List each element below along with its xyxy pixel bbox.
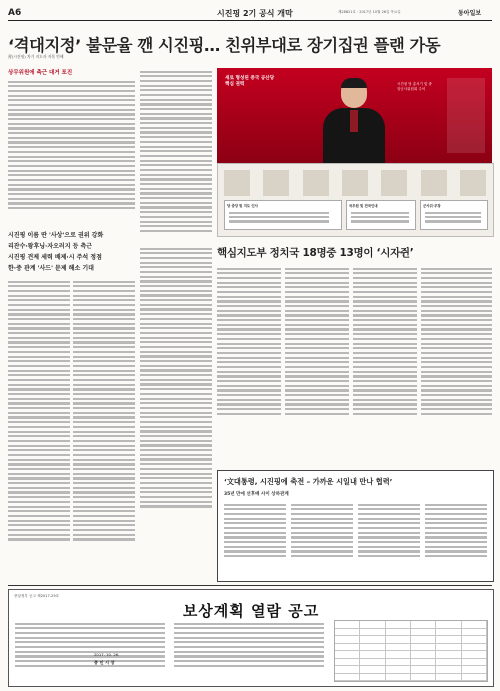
ad-title: 보상계획 열람 공고 bbox=[182, 602, 320, 620]
ad-body-mid bbox=[174, 620, 324, 682]
leader-figure bbox=[319, 78, 389, 163]
sub-headline: 習(시진핑) 차기 지도자 지목 안해 bbox=[8, 54, 64, 59]
page-number: A6 bbox=[8, 8, 22, 18]
center-body-2 bbox=[140, 245, 212, 575]
mid-headline: 핵심지도부 정치국 18명중 13명이 ‘시자쥔’ bbox=[217, 247, 414, 259]
boxed-subtitle: 35년 만에 선후배 사이 상하관계 bbox=[224, 492, 289, 497]
paper-name: 동아일보 bbox=[458, 10, 482, 17]
left-body-3 bbox=[73, 278, 135, 578]
ad-rule bbox=[8, 585, 492, 586]
ad-date: 2017. 10. 26. bbox=[94, 652, 120, 657]
dateline: 제28821호 · 2017년 10월 26일 목요일 bbox=[338, 10, 401, 14]
org-label-3: 군사위·무장 bbox=[423, 204, 441, 208]
photo-caption: 시진핑 당 총서기 및 중앙군사위원회 주석 bbox=[397, 82, 432, 91]
left-body-2 bbox=[8, 278, 70, 578]
org-label-2: 국무원 및 전국인대 bbox=[349, 204, 378, 208]
right-col bbox=[421, 265, 492, 433]
mid-col-c bbox=[353, 265, 417, 433]
ad-table bbox=[334, 620, 488, 682]
ad-body-left bbox=[15, 620, 165, 682]
boxed-story bbox=[217, 470, 494, 582]
public-notice-ad bbox=[8, 589, 494, 687]
center-body bbox=[140, 68, 212, 243]
section-title: 상무위원에 측근 대거 포진 bbox=[8, 70, 73, 76]
section-label: 시진핑 2기 공식 개막 bbox=[217, 9, 293, 18]
mid-col-b bbox=[285, 265, 349, 433]
boxed-body-4 bbox=[425, 501, 487, 576]
ad-kicker: 중앙정부 공고 제2017-29호 bbox=[14, 594, 60, 598]
org-chart bbox=[217, 163, 494, 237]
left-deck: 시진핑 이름 딴 '사상'으로 권위 강화 리잔수·왕후닝·자오러지 등 측근 시진핑 견제 세력 배제·시 주석 정점 한·중 관계 '사드' 문제 해소 기대 bbox=[8, 232, 104, 272]
mid-col-a bbox=[217, 265, 281, 433]
hero-photo bbox=[217, 68, 492, 163]
header-rule bbox=[8, 20, 492, 21]
photo-caption-title: 새로 형성된 중국 공산당 핵심 권력 bbox=[225, 76, 275, 87]
ad-issuer: 종 인 시 장 bbox=[94, 660, 115, 665]
main-headline: ‘격대지정’ 불문율 깬 시진핑… 친위부대로 장기집권 플랜 가동 bbox=[8, 36, 441, 55]
boxed-headline: ‘文대통령, 시진핑에 축전 – 가까운 시일내 만나 협력’ bbox=[224, 477, 393, 486]
boxed-body-2 bbox=[291, 501, 353, 576]
left-body-1 bbox=[8, 78, 135, 220]
boxed-body-1 bbox=[224, 501, 286, 576]
boxed-body-3 bbox=[358, 501, 420, 576]
org-label-1: 당 중앙 및 지도 인사 bbox=[227, 204, 258, 208]
